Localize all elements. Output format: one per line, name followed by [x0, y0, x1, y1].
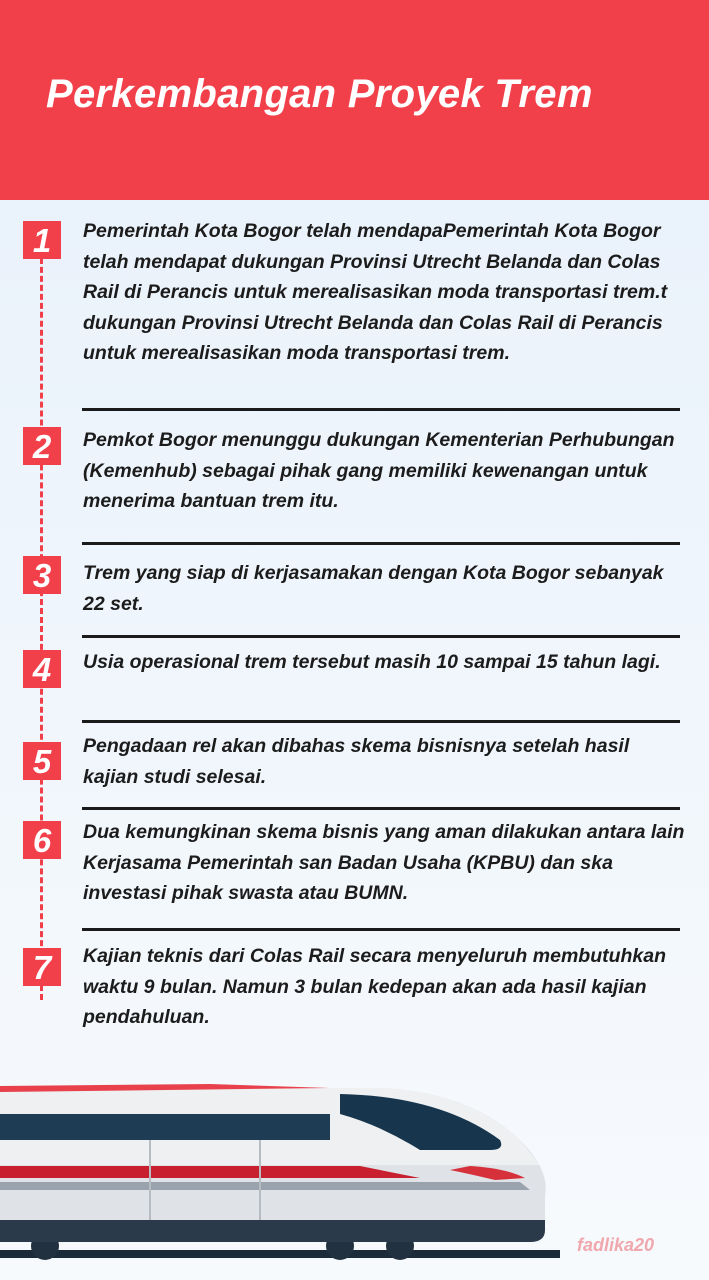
watermark: fadlika20 — [577, 1235, 655, 1255]
window-band — [0, 1114, 330, 1140]
step-text: Pengadaan rel akan dibahas skema bisnisnya setelah hasil kajian studi selesai. — [83, 735, 630, 788]
divider — [82, 408, 680, 411]
rail-track — [0, 1250, 560, 1258]
divider — [82, 928, 680, 931]
train-skirt — [0, 1220, 545, 1242]
step-number-badge: 2 — [23, 427, 61, 465]
divider — [82, 807, 680, 810]
divider — [82, 720, 680, 723]
step-number-badge: 1 — [23, 221, 61, 259]
step-text: Trem yang siap di kerjasamakan dengan Kota Bogor sebanyak 22 set. — [83, 562, 664, 615]
step-text: Kajian teknis dari Colas Rail secara menyeluruh membutuhkan waktu 9 bulan. Namun 3 bulan kedepan akan ada hasil kajian pendahuluan. — [83, 945, 667, 1028]
divider — [82, 542, 680, 545]
step-text: Dua kemungkinan skema bisnis yang aman dilakukan antara lain Kerjasama Pemerintah san Badan Usaha (KPBU) dan ska investasi pihak swasta atau BUMN. — [83, 821, 685, 904]
step-number-badge: 5 — [23, 742, 61, 780]
header-banner — [0, 0, 709, 200]
step-text: Pemkot Bogor menunggu dukungan Kementerian Perhubungan (Kemenhub) sebagai pihak gang memiliki kewenangan untuk menerima bantuan trem itu. — [83, 429, 675, 512]
timeline-dashed-line — [40, 240, 43, 1000]
step-text: Pemerintah Kota Bogor telah mendapaPemerintah Kota Bogor telah mendapat dukungan Provinsi Utrecht Belanda dan Colas Rail di Perancis untuk merealisasikan moda transportasi trem.t dukungan Provinsi Utrecht Belanda dan Colas Rail di Perancis untuk merealisasikan moda transportasi trem. — [83, 220, 668, 364]
red-stripe — [0, 1166, 420, 1178]
grey-stripe — [0, 1182, 530, 1190]
step-text: Usia operasional trem tersebut masih 10 sampai 15 tahun lagi. — [83, 651, 661, 673]
divider — [82, 635, 680, 638]
step-number-badge: 6 — [23, 821, 61, 859]
step-number-badge: 4 — [23, 650, 61, 688]
page-title: Perkembangan Proyek Trem — [46, 72, 593, 116]
step-number-badge: 7 — [23, 948, 61, 986]
step-number-badge: 3 — [23, 556, 61, 594]
